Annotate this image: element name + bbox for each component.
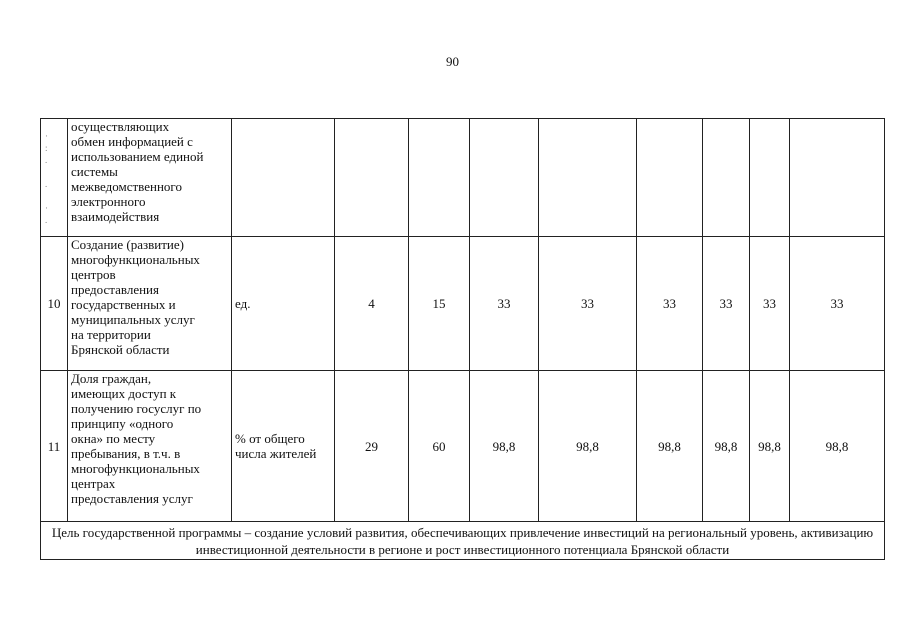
table-row: [41, 237, 885, 371]
value-cell: [335, 119, 409, 237]
indicator-name-cell: осуществляющих обмен информацией с использованием единой системы межведомственного электронного взаимодействия: [68, 119, 232, 237]
row-number-cell: 11: [41, 371, 68, 522]
value-cell: 98,8: [703, 371, 750, 522]
unit-cell: [232, 119, 335, 237]
value-cell: 33: [539, 237, 637, 371]
value-cell: 33: [750, 237, 790, 371]
value-cell: 98,8: [790, 371, 885, 522]
value-cell: 98,8: [637, 371, 703, 522]
value-cell: [539, 119, 637, 237]
value-cell: 15: [409, 237, 470, 371]
value-cell: [637, 119, 703, 237]
row-number-cell: 10: [41, 237, 68, 371]
value-cell: 33: [637, 237, 703, 371]
goal-row: [41, 522, 885, 560]
value-cell: 4: [335, 237, 409, 371]
value-cell: 29: [335, 371, 409, 522]
value-cell: 33: [790, 237, 885, 371]
value-cell: [470, 119, 539, 237]
value-cell: 33: [470, 237, 539, 371]
value-cell: [750, 119, 790, 237]
unit-cell: % от общего числа жителей: [232, 371, 335, 522]
value-cell: 98,8: [539, 371, 637, 522]
indicator-name-cell: Создание (развитие) многофункциональных центров предоставления государственных и муниципальных услуг на территории Брянской области: [68, 237, 232, 371]
value-cell: 33: [703, 237, 750, 371]
table-row: [41, 371, 885, 522]
value-cell: [703, 119, 750, 237]
row-number-cell: [41, 119, 68, 237]
unit-cell: ед.: [232, 237, 335, 371]
indicators-table: [40, 118, 885, 560]
indicator-name-cell: Доля граждан, имеющих доступ к получению госуслуг по принципу «одного окна» по месту пребывания, в т.ч. в многофункциональных центрах предоставления услуг: [68, 371, 232, 522]
scan-marks: · : . . · .: [45, 130, 48, 225]
value-cell: 60: [409, 371, 470, 522]
value-cell: [409, 119, 470, 237]
value-cell: 98,8: [470, 371, 539, 522]
program-goal-text: Цель государственной программы – создание условий развития, обеспечивающих привлечение инвестиций на региональный уровень, активизацию инвестиционной деятельности в регионе и рост инвестиционного потенциала Брянской области: [41, 522, 885, 560]
value-cell: 98,8: [750, 371, 790, 522]
page-number: 90: [446, 54, 459, 69]
table-row: [41, 119, 885, 237]
value-cell: [790, 119, 885, 237]
